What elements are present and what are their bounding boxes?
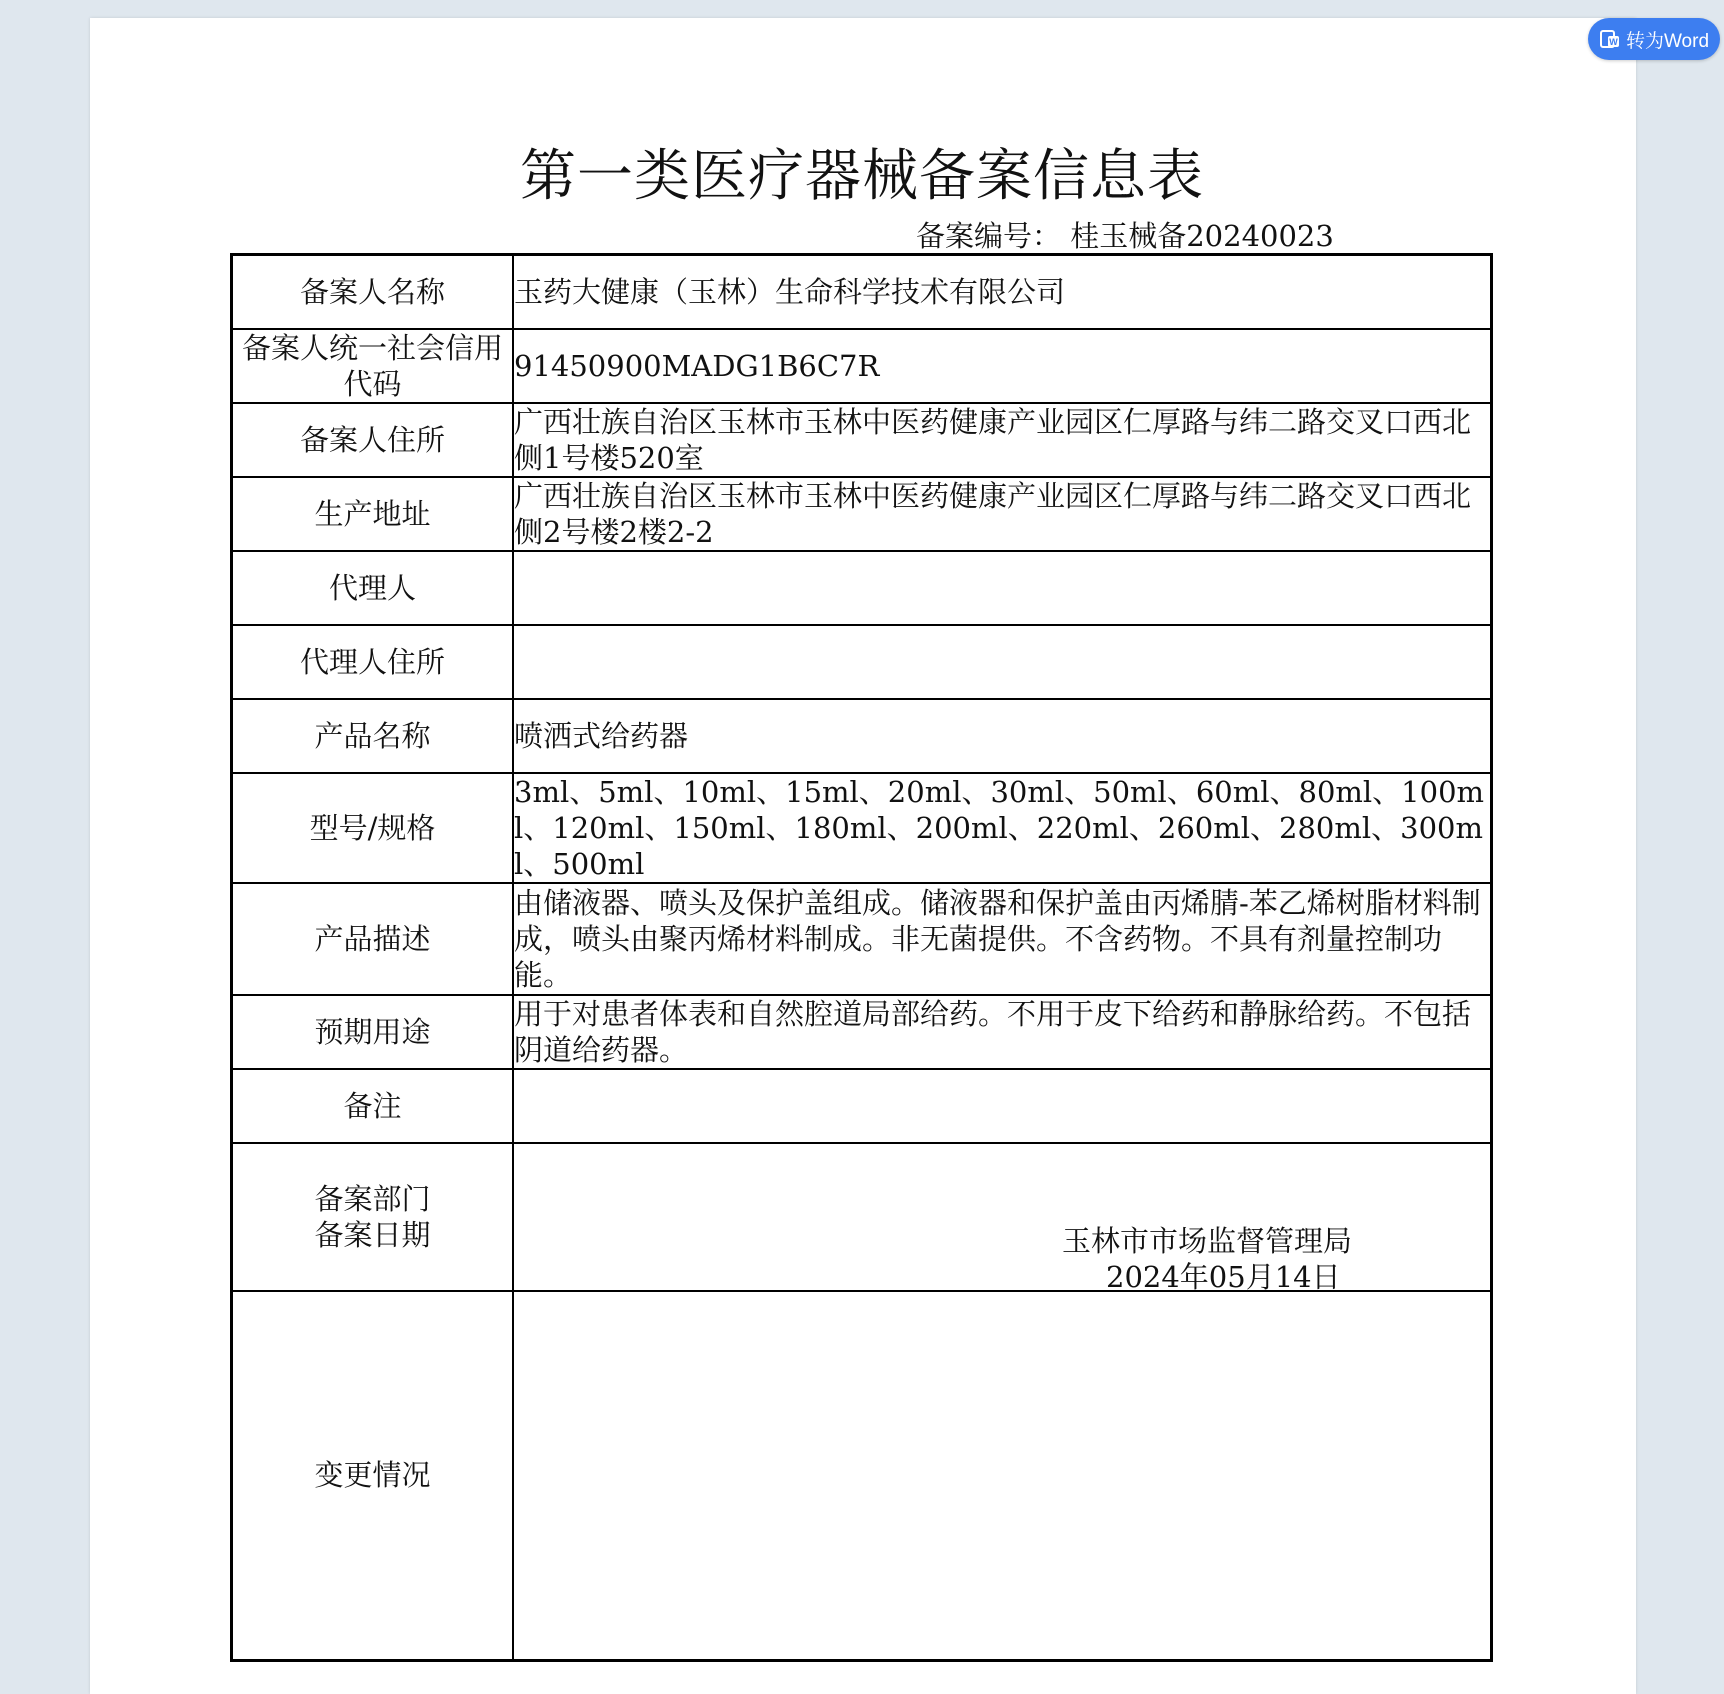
table-row	[232, 773, 1492, 883]
word-doc-icon	[1599, 28, 1621, 50]
filing-row	[232, 1143, 1492, 1291]
changes-label: 变更情况	[232, 1291, 514, 1661]
table-row	[232, 995, 1492, 1069]
row-value: 91450900MADG1B6C7R	[513, 329, 1492, 403]
table-row	[232, 1069, 1492, 1143]
row-label: 产品描述	[232, 883, 514, 995]
row-value: 广西壮族自治区玉林市玉林中医药健康产业园区仁厚路与纬二路交叉口西北侧2号楼2楼2-2	[513, 477, 1492, 551]
table-row	[232, 699, 1492, 773]
row-label: 生产地址	[232, 477, 514, 551]
row-label: 备案人住所	[232, 403, 514, 477]
filing-date-label: 备案日期	[314, 1217, 431, 1252]
record-number: 备案编号： 桂玉械备20240023	[916, 219, 1334, 253]
changes-value	[513, 1291, 1492, 1661]
row-value: 3ml、5ml、10ml、15ml、20ml、30ml、50ml、60ml、80ml、100ml、120ml、150ml、180ml、200ml、220ml、260ml、280ml、300ml、500ml	[513, 773, 1492, 883]
filing-value	[513, 1143, 1492, 1294]
row-value: 玉药大健康（玉林）生命科学技术有限公司	[513, 255, 1492, 329]
page-title: 第一类医疗器械备案信息表	[520, 144, 1204, 209]
row-label: 备案人统一社会信用代码	[232, 329, 514, 403]
row-value	[513, 551, 1492, 625]
table-row	[232, 255, 1492, 329]
row-value: 由储液器、喷头及保护盖组成。储液器和保护盖由丙烯腈-苯乙烯树脂材料制成，喷头由聚丙烯材料制成。非无菌提供。不含药物。不具有剂量控制功能。	[513, 883, 1492, 995]
filing-date: 2024年05月14日	[1106, 1259, 1341, 1294]
table-row	[232, 403, 1492, 477]
changes-row	[232, 1291, 1492, 1661]
row-label: 预期用途	[232, 995, 514, 1069]
row-label: 产品名称	[232, 699, 514, 773]
row-label: 型号/规格	[232, 773, 514, 883]
svg-text:W: W	[1609, 37, 1618, 47]
row-value: 喷洒式给药器	[513, 699, 1492, 773]
row-value: 用于对患者体表和自然腔道局部给药。不用于皮下给药和静脉给药。不包括阴道给药器。	[513, 995, 1492, 1069]
row-label: 备案人名称	[232, 255, 514, 329]
row-value	[513, 1069, 1492, 1143]
row-value	[513, 625, 1492, 699]
table-row	[232, 625, 1492, 699]
table-row	[232, 883, 1492, 995]
filing-info-table	[230, 253, 1493, 1662]
filing-department: 玉林市市场监督管理局	[1062, 1223, 1353, 1258]
table-row	[232, 329, 1492, 403]
row-label: 代理人	[232, 551, 514, 625]
convert-to-word-label: 转为Word	[1625, 30, 1710, 52]
row-label: 备注	[232, 1069, 514, 1143]
row-label: 代理人住所	[232, 625, 514, 699]
convert-to-word-button[interactable]	[1588, 18, 1720, 60]
filing-label	[232, 1143, 514, 1291]
row-value: 广西壮族自治区玉林市玉林中医药健康产业园区仁厚路与纬二路交叉口西北侧1号楼520室	[513, 403, 1492, 477]
table-row	[232, 551, 1492, 625]
table-row	[232, 477, 1492, 551]
filing-department-label: 备案部门	[314, 1181, 431, 1216]
filing-stamp-area	[514, 1145, 1490, 1294]
